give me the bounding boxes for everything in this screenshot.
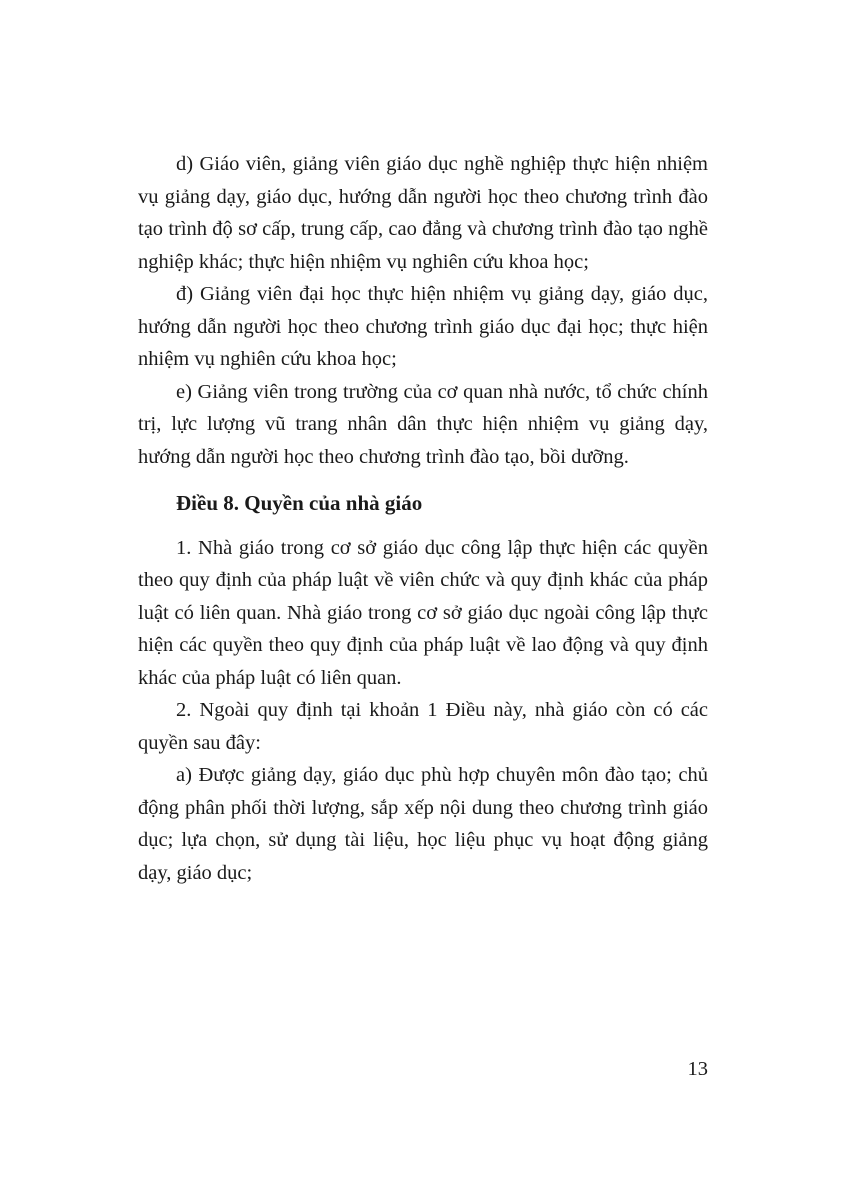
page-number: 13 [687, 1058, 708, 1080]
document-body [138, 148, 708, 889]
paragraph-clause-1: 1. Nhà giáo trong cơ sở giáo dục công lập thực hiện các quyền theo quy định của pháp luật về viên chức và quy định khác của pháp luật có liên quan. Nhà giáo trong cơ sở giáo dục ngoài công lập thực hiện các quyền theo quy định của pháp luật về lao động và quy định khác của pháp luật có liên quan. [138, 536, 708, 689]
paragraph-item-dd: đ) Giảng viên đại học thực hiện nhiệm vụ giảng dạy, giáo dục, hướng dẫn người học theo chương trình giáo dục đại học; thực hiện nhiệm vụ nghiên cứu khoa học; [138, 283, 708, 370]
paragraph-item-e: e) Giảng viên trong trường của cơ quan nhà nước, tổ chức chính trị, lực lượng vũ trang nhân dân thực hiện nhiệm vụ giảng dạy, hướng dẫn người học theo chương trình đào tạo, bồi dưỡng. [138, 380, 708, 468]
article-heading: Điều 8. Quyền của nhà giáo [176, 491, 423, 515]
paragraph-item-d: d) Giáo viên, giảng viên giáo dục nghề nghiệp thực hiện nhiệm vụ giảng dạy, giáo dục, hướng dẫn người học theo chương trình đào tạo trình độ sơ cấp, trung cấp, cao đẳng và chương trình đào tạo nghề nghiệp khác; thực hiện nhiệm vụ nghiên cứu khoa học; [138, 153, 708, 273]
paragraph-item-a: a) Được giảng dạy, giáo dục phù hợp chuyên môn đào tạo; chủ động phân phối thời lượng, sắp xếp nội dung theo chương trình giáo dục; lựa chọn, sử dụng tài liệu, học liệu phục vụ hoạt động giảng dạy, giáo dục; [138, 764, 708, 884]
paragraph-clause-2: 2. Ngoài quy định tại khoản 1 Điều này, nhà giáo còn có các quyền sau đây: [138, 699, 708, 754]
